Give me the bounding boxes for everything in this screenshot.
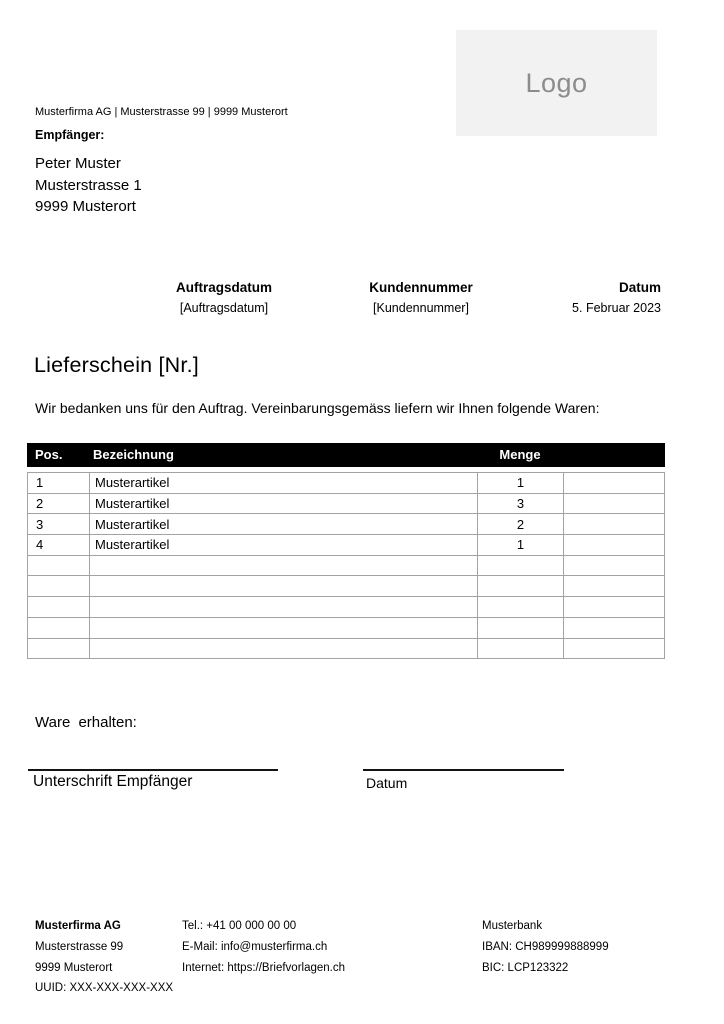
date-value: 5. Februar 2023	[572, 301, 661, 315]
header-menge: Menge	[499, 447, 541, 462]
sender-address-line: Musterfirma AG | Musterstrasse 99 | 9999 Musterort	[35, 106, 288, 118]
footer-internet: Internet: https://Briefvorlagen.ch	[182, 961, 346, 974]
table-cell: 3	[478, 493, 564, 514]
footer-bank-name: Musterbank	[482, 920, 543, 932]
table-cell: 2	[28, 493, 90, 514]
table-row	[28, 576, 665, 597]
footer-bank-bic: BIC: LCP123322	[482, 961, 569, 974]
table-cell: 3	[28, 514, 90, 535]
footer-bank-iban: IBAN: CH989999888999	[482, 940, 609, 953]
table-cell	[564, 617, 665, 638]
customer-number-label: Kundennummer	[369, 280, 473, 295]
signature-line-recipient	[28, 769, 278, 771]
table-row	[28, 473, 665, 494]
table-cell	[478, 555, 564, 576]
table-cell	[90, 597, 478, 618]
recipient-address-block	[35, 153, 142, 218]
items-table	[27, 472, 665, 659]
date-label: Datum	[618, 280, 661, 295]
table-cell	[90, 555, 478, 576]
table-cell: Musterartikel	[90, 493, 478, 514]
footer-company-street: Musterstrasse 99	[35, 940, 124, 953]
goods-received-label: Ware erhalten:	[35, 714, 137, 731]
intro-text: Wir bedanken uns für den Auftrag. Vereinbarungsgemäss liefern wir Ihnen folgende Waren:	[35, 400, 600, 416]
footer-tel: Tel.: +41 00 000 00 00	[182, 920, 297, 932]
table-cell	[564, 638, 665, 659]
table-cell	[28, 555, 90, 576]
table-cell	[28, 638, 90, 659]
meta-date	[441, 280, 661, 315]
customer-number-value: [Kundennummer]	[373, 301, 469, 315]
footer-bank-column	[482, 916, 609, 978]
table-cell	[564, 493, 665, 514]
table-cell	[564, 514, 665, 535]
table-cell	[564, 597, 665, 618]
table-cell: 1	[478, 473, 564, 494]
footer-company-city: 9999 Musterort	[35, 961, 113, 974]
table-cell: 1	[28, 473, 90, 494]
table-cell: Musterartikel	[90, 473, 478, 494]
table-cell	[478, 617, 564, 638]
table-cell: 1	[478, 535, 564, 556]
table-cell	[478, 576, 564, 597]
table-row	[28, 617, 665, 638]
footer-company-uuid: UUID: XXX-XXX-XXX-XXX	[35, 982, 174, 995]
order-date-value: [Auftragsdatum]	[179, 301, 269, 315]
table-cell	[478, 597, 564, 618]
table-row	[28, 638, 665, 659]
table-cell	[564, 473, 665, 494]
recipient-label: Empfänger:	[35, 128, 105, 142]
footer-company-column	[35, 916, 173, 999]
table-cell	[28, 576, 90, 597]
table-cell	[478, 638, 564, 659]
table-row	[28, 514, 665, 535]
meta-order-date	[113, 280, 335, 315]
table-cell: Musterartikel	[90, 514, 478, 535]
signature-recipient-label: Unterschrift Empfänger	[33, 773, 193, 790]
footer-contact-column	[182, 916, 345, 978]
recipient-city: 9999 Musterort	[35, 198, 136, 215]
header-pos: Pos.	[35, 447, 63, 462]
table-row	[28, 555, 665, 576]
company-logo-placeholder	[456, 30, 657, 136]
table-cell	[564, 535, 665, 556]
signature-date-label: Datum	[366, 775, 408, 791]
document-meta-row	[0, 280, 724, 320]
delivery-table-body	[28, 473, 665, 659]
header-bezeichnung: Bezeichnung	[93, 447, 174, 462]
items-table-header	[27, 443, 665, 467]
footer-company-name: Musterfirma AG	[35, 920, 121, 932]
table-cell: 4	[28, 535, 90, 556]
order-date-label: Auftragsdatum	[175, 280, 272, 295]
table-row	[28, 597, 665, 618]
table-cell	[564, 555, 665, 576]
signature-line-date	[363, 769, 564, 771]
page-title: Lieferschein [Nr.]	[34, 353, 199, 377]
recipient-name: Peter Muster	[35, 155, 121, 172]
table-cell: Musterartikel	[90, 535, 478, 556]
table-cell: 2	[478, 514, 564, 535]
table-row	[28, 535, 665, 556]
table-cell	[564, 576, 665, 597]
recipient-street: Musterstrasse 1	[35, 176, 142, 194]
footer-email: E-Mail: info@musterfirma.ch	[182, 940, 328, 953]
table-row	[28, 493, 665, 514]
table-cell	[90, 576, 478, 597]
table-cell	[90, 617, 478, 638]
logo-text: Logo	[525, 67, 588, 98]
table-cell	[90, 638, 478, 659]
table-cell	[28, 597, 90, 618]
table-cell	[28, 617, 90, 638]
